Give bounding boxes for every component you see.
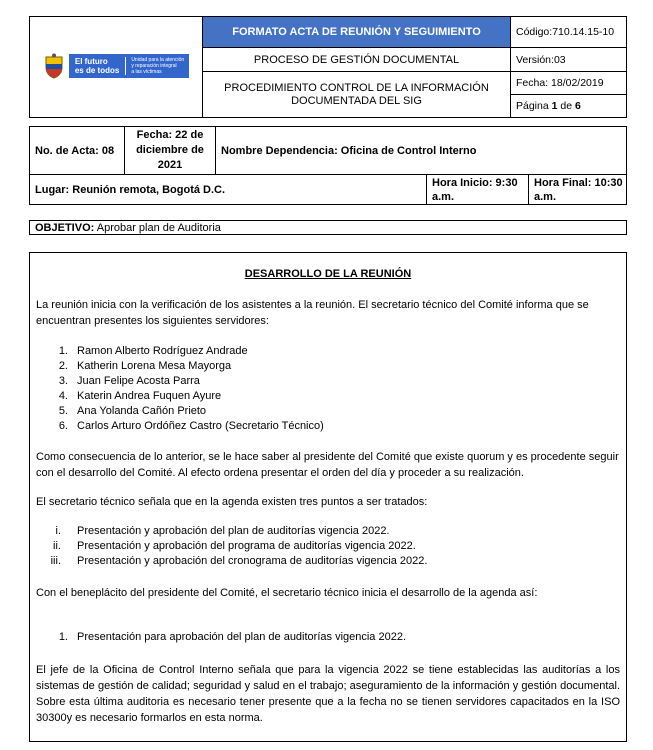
logo-line2: es de todos [74, 65, 120, 75]
logo-line1: El futuro [74, 56, 108, 66]
objective-text: Aprobar plan de Auditoria [94, 222, 221, 234]
document-header [29, 16, 627, 118]
paragraph-agenda-start: Con el beneplácito del presidente del Comité, el secretario técnico inicia el desarrollo de la agenda así: [36, 587, 538, 599]
paragraph-intro: La reunión inicia con la verificación de los asistentes a la reunión. El secretario técnico del Comité informa que se encuentran presentes los siguientes servidores: [36, 299, 589, 327]
dependency-name: Nombre Dependencia: Oficina de Control Interno [216, 127, 627, 175]
paragraph-quorum: Como consecuencia de lo anterior, se le hace saber al presidente del Comité que existe quorum y es procedente seguir con el desarrollo del Comité. Al efecto ordena presentar el orden del día y proceder a su realización. [36, 451, 619, 479]
logo-right-1: Unidad para la atención [131, 56, 185, 63]
page-sep: de [560, 100, 573, 112]
form-code: Código:710.14.15-10 [511, 17, 627, 48]
objective [29, 220, 627, 235]
paragraph-audits: El jefe de la Oficina de Control Interno señala que para la vigencia 2022 se tiene establecidas las auditorías a los sistemas de gestión de calidad; seguridad y salud en el trabajo; aseguramiento de la información y gestión documental. Sobre esta última auditoria es necesario tener presente que a la fecha no se tienen servidores capacitados en la ISO 30300y es necesario formarlos en esta norma. [36, 664, 620, 724]
paragraph-agenda-intro: El secretario técnico señala que en la agenda existen tres puntos a ser tratados: [36, 496, 428, 508]
form-date: Fecha: 18/02/2019 [511, 72, 627, 95]
start-time: Hora Inicio: 9:30 a.m. [427, 175, 529, 205]
page-indicator [511, 95, 627, 118]
meeting-info [29, 126, 627, 205]
objective-label: OBJETIVO: [35, 222, 95, 234]
logo-right-3: a las víctimas [131, 68, 162, 75]
logo-cell [30, 17, 203, 118]
acta-number: No. de Acta: 08 [30, 127, 125, 175]
end-time: Hora Final: 10:30 a.m. [529, 175, 627, 205]
logo-right-2: y reparación integral [131, 62, 177, 69]
development-title: DESARROLLO DE LA REUNIÓN [244, 268, 412, 280]
procedure-name: PROCEDIMIENTO CONTROL DE LA INFORMACIÓN DOCUMENTADA DEL SIG [203, 72, 511, 118]
coat-of-arms-icon [43, 53, 65, 79]
entity-logo [43, 53, 189, 79]
form-title: FORMATO ACTA DE REUNIÓN Y SEGUIMIENTO [203, 17, 511, 48]
logo-banner [69, 54, 189, 78]
meeting-date: Fecha: 22 de diciembre de 2021 [125, 127, 216, 175]
page-current: 1 [551, 100, 558, 112]
process-name: PROCESO DE GESTIÓN DOCUMENTAL [203, 48, 511, 72]
page-prefix: Página [516, 100, 549, 112]
page-total: 6 [575, 100, 581, 112]
meeting-place: Lugar: Reunión remota, Bogotá D.C. [30, 175, 427, 205]
meeting-development: DESARROLLO DE LA REUNIÓN La reunión inicia con la verificación de los asistentes a la reunión. El secretario técnico del Comité informa que se encuentran presentes los siguientes servidores: 1. Ramon Alberto Rodríguez Andrade 2. Katherin Lorena Mesa Mayorga 3. Juan Felipe Acosta Parra 4. Katerin Andrea Fuquen Ayure 5. Ana Yolanda Cañón Prieto 6. Carlos Arturo Ordóñez Castro (Secretario Técnico) Como consecuencia de lo anterior, se le hace saber al presidente del Comité que existe quorum y es procedente seguir con el desarrollo del Comité. Al efecto ordena presentar el orden del día y proceder a su realización. El secretario técnico señala que en la agenda existen tres puntos a ser tratados: i. Presentación y aprobación del plan de auditorías vigencia 2022. ii. Presentación y aprobación del programa de auditorías vigencia 2022. iii. Presentación y aprobación del cronograma de auditorías vigencia 2022. Con el beneplácito del presidente del Comité, el secretario técnico inicia el desarrollo de la agenda así: 1. Presentación para aprobación del plan de auditorías vigencia 2022. El jefe de la Oficina de Control Interno señala que para la vigencia 2022 se tiene establecidas las auditorías a los sistemas de gestión de calidad; seguridad y salud en el trabajo; aseguramiento de la información y gestión documental. Sobre esta última auditoria es necesario tener presente que a la fecha no se tienen servidores capacitados en la ISO 30300y es necesario formarlos en esta norma. [29, 252, 627, 742]
form-version: Versión:03 [511, 48, 627, 72]
